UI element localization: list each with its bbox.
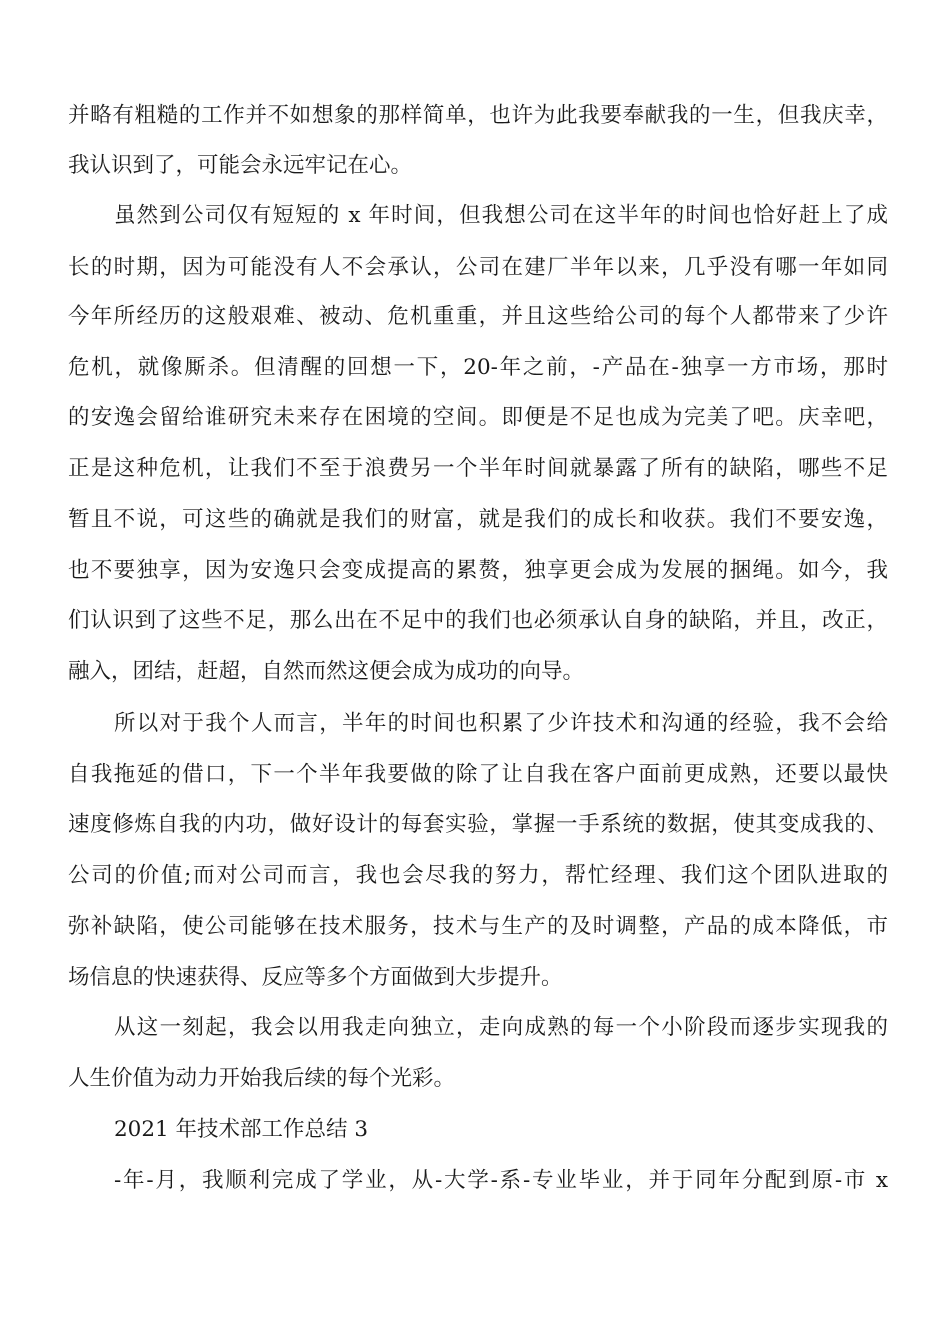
paragraph-first-line: -年-月，我顺利完成了学业，从-大学-系-专业毕业，并于同年分配到原-市 x	[114, 1168, 888, 1193]
text-line: 公司的价值;而对公司而言，我也会尽我的努力，帮忙经理、我们这个团队进取的	[68, 863, 888, 888]
text-line: 自我拖延的借口，下一个半年我要做的除了让自我在客户面前更成熟，还要以最快	[68, 762, 888, 787]
text-line: 场信息的快速获得、反应等多个方面做到大步提升。	[68, 965, 563, 990]
text-line: 危机，就像厮杀。但清醒的回想一下，20-年之前，-产品在-独享一方市场，那时	[68, 355, 888, 380]
text-line: 我认识到了，可能会永远牢记在心。	[68, 153, 413, 178]
text-line: 正是这种危机，让我们不至于浪费另一个半年时间就暴露了所有的缺陷，哪些不足	[68, 456, 888, 481]
text-line: 今年所经历的这般艰难、被动、危机重重，并且这些给公司的每个人都带来了少许	[68, 304, 888, 329]
paragraph-first-line: 所以对于我个人而言，半年的时间也积累了少许技术和沟通的经验，我不会给	[114, 711, 888, 736]
text-line: 人生价值为动力开始我后续的每个光彩。	[68, 1066, 456, 1091]
text-line: 长的时期，因为可能没有人不会承认，公司在建厂半年以来，几乎没有哪一年如同	[68, 255, 888, 280]
text-line: 暂且不说，可这些的确就是我们的财富，就是我们的成长和收获。我们不要安逸，	[68, 507, 888, 532]
text-line: 们认识到了这些不足，那么出在不足中的我们也必须承认自身的缺陷，并且，改正，	[68, 608, 888, 633]
text-line: 并略有粗糙的工作并不如想象的那样简单，也许为此我要奉献我的一生，但我庆幸，	[68, 103, 888, 128]
text-line: 融入，团结，赶超，自然而然这便会成为成功的向导。	[68, 659, 585, 684]
text-line: 的安逸会留给谁研究未来存在困境的空间。即便是不足也成为完美了吧。庆幸吧，	[68, 405, 888, 430]
paragraph-first-line: 从这一刻起，我会以用我走向独立，走向成熟的每一个小阶段而逐步实现我的	[114, 1015, 888, 1040]
text-line: 弥补缺陷，使公司能够在技术服务，技术与生产的及时调整，产品的成本降低，市	[68, 914, 888, 939]
paragraph-first-line: 虽然到公司仅有短短的 x 年时间，但我想公司在这半年的时间也恰好赶上了成	[114, 203, 888, 228]
text-line: 也不要独享，因为安逸只会变成提高的累赘，独享更会成为发展的捆绳。如今，我	[68, 558, 888, 583]
section-heading: 2021 年技术部工作总结 3	[114, 1117, 369, 1142]
text-line: 速度修炼自我的内功，做好设计的每套实验，掌握一手系统的数据，使其变成我的、	[68, 812, 888, 837]
